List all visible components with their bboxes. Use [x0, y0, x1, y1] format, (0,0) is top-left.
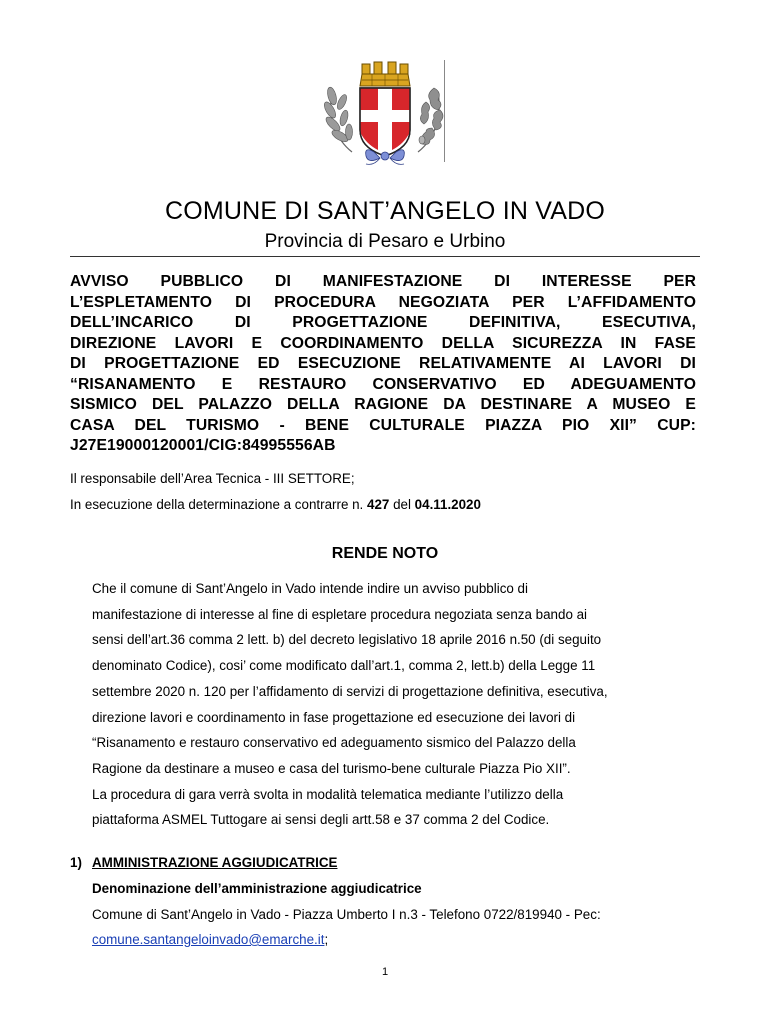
- page-number: 1: [381, 966, 389, 978]
- body-line: sensi dell’art.36 comma 2 lett. b) del decreto legislativo 18 aprile 2016 n.50 (di seguito: [92, 632, 602, 648]
- body-line: manifestazione di interesse al fine di espletare procedura negoziata senza bando ai: [92, 606, 588, 622]
- notice-title-line: L’ESPLETAMENTO DI PROCEDURA NEGOZIATA PER L’AFFIDAMENTO: [70, 293, 696, 311]
- notice-title-line: AVVISO PUBBLICO DI MANIFESTAZIONE DI INTERESSE PER: [70, 273, 696, 290]
- section-1-title: AMMINISTRAZIONE AGGIUDICATRICE: [92, 855, 338, 870]
- municipality-title: COMUNE DI SANT’ANGELO IN VADO: [164, 197, 606, 225]
- body-line: Ragione da destinare a museo e casa del turismo-bene culturale Piazza Pio XII”.: [92, 760, 571, 776]
- notice-title: [70, 272, 696, 457]
- notice-title-line: “RISANAMENTO E RESTAURO CONSERVATIVO ED ADEGUAMENTO: [70, 375, 696, 393]
- coat-of-arms-emblem: [322, 52, 448, 168]
- body-line: denominato Codice), cosi’ come modificato dall’art.1, comma 2, lett.b) della Legge 11: [92, 658, 596, 674]
- oak-branch-right-icon: [418, 88, 443, 152]
- body-line: Che il comune di Sant’Angelo in Vado intende indire un avviso pubblico di: [92, 581, 528, 596]
- determination-date: 04.11.2020: [414, 497, 481, 512]
- notice-title-line: CASA DEL TURISMO - BENE CULTURALE PIAZZA PIO XII” CUP:: [70, 416, 696, 434]
- body-line: direzione lavori e coordinamento in fase progettazione ed esecuzione dei lavori di: [92, 709, 576, 725]
- responsible-line: Il responsabile dell’Area Tecnica - III SETTORE;: [70, 471, 355, 486]
- pec-email-link[interactable]: comune.santangeloinvado@emarche.it: [92, 932, 325, 947]
- notice-title-line: SISMICO DEL PALAZZO DELLA RAGIONE DA DESTINARE A MUSEO E: [70, 396, 696, 413]
- pec-suffix: ;: [324, 932, 329, 947]
- body-line: “Risanamento e restauro conservativo ed adeguamento sismico del Palazzo della: [92, 735, 576, 751]
- authority-name-label: Denominazione dell’amministrazione aggiudicatrice: [92, 881, 422, 896]
- rende-noto-heading: RENDE NOTO: [331, 545, 439, 562]
- notice-title-line: DIREZIONE LAVORI E COORDINAMENTO DELLA SICUREZZA IN FASE: [70, 334, 696, 352]
- laurel-branch-left-icon: [322, 86, 352, 152]
- body-line: settembre 2020 n. 120 per l’affidamento di servizi di progettazione definitiva, esecutiva,: [92, 683, 608, 699]
- body-line: La procedura di gara verrà svolta in modalità telematica mediante l’utilizzo della: [92, 786, 564, 802]
- pec-line: [92, 932, 328, 947]
- section-1-heading: [70, 855, 337, 870]
- determination-number: 427: [367, 497, 390, 512]
- authority-address: Comune di Sant’Angelo in Vado - Piazza Umberto I n.3 - Telefono 0722/819940 - Pec:: [92, 907, 601, 922]
- rende-noto-body: [92, 576, 712, 833]
- determination-line: [70, 497, 481, 512]
- determination-prefix: In esecuzione della determinazione a contrarre n.: [70, 497, 368, 512]
- body-line: piattaforma ASMEL Tuttogare ai sensi degli artt.58 e 37 comma 2 del Codice.: [92, 812, 550, 828]
- section-1-number: 1): [70, 855, 82, 870]
- notice-title-line: J27E19000120001/CIG:84995556AB: [70, 437, 336, 454]
- shield-red-cross-icon: [360, 88, 410, 156]
- mural-crown-icon: [360, 62, 410, 86]
- notice-title-line: DI PROGETTAZIONE ED ESECUZIONE RELATIVAMENTE AI LAVORI DI: [70, 355, 696, 372]
- crest-divider: [444, 60, 445, 162]
- determination-mid: del: [389, 497, 415, 512]
- header-divider: [70, 256, 700, 257]
- notice-title-line: DELL’INCARICO DI PROGETTAZIONE DEFINITIVA, ESECUTIVA,: [70, 314, 696, 331]
- province-subtitle: Provincia di Pesaro e Urbino: [264, 231, 506, 252]
- ribbon-bow-icon: [366, 150, 405, 165]
